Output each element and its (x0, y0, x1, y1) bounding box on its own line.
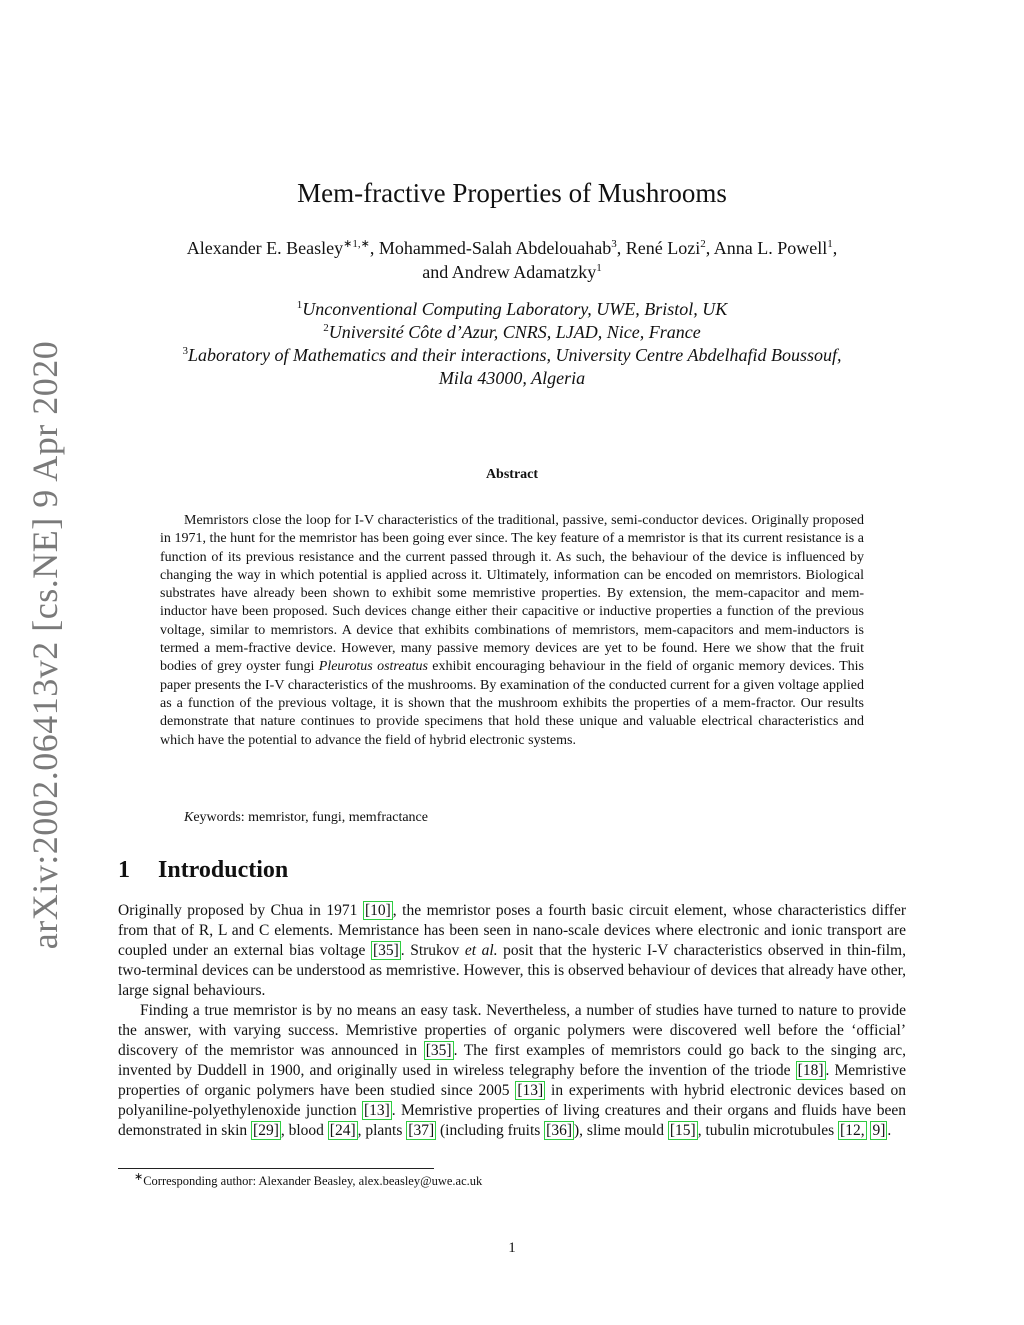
author-name: René Lozi (625, 238, 701, 258)
abstract-body: Memristors close the loop for I-V characteristics of the traditional, passive, semi-conductor devices. Originally proposed in 1971, the hunt for the memristor has been going ever since. The key feature of a memristor is that its current resistance is a function of its previous resistance and the current passed through it. As such, the behaviour of the device is influenced by changing the way in which potential is applied across it. Ultimately, information can be encoded on memristors. Biological substrates have already been shown to exhibit some memristive properties. By extension, the mem-capacitor and mem-inductor have been proposed. Such devices change either their capacitive or inductive properties a function of the previous voltage, similar to memristors. A device that exhibits combinations of memristors, mem-capacitors and mem-inductors is termed a mem-fractive device. However, many passive memory devices are yet to be found. Here we show that the fruit bodies of grey oyster fungi Pleurotus ostreatus exhibit encouraging behaviour in the field of organic memory devices. This paper presents the I-V characteristics of the mushrooms. By examination of the conducted current for a given voltage applied as a function of the previous voltage, it is shown that the mushroom exhibits the properties of a mem-fractor. Our results demonstrate that nature continues to provide specimens that hold these unique and valuable electrical characteristics and which have the potential to advance the field of hybrid electronic systems. (160, 513, 864, 748)
citation-link[interactable]: [35] (425, 1042, 452, 1059)
keywords: Keywords: memristor, fungi, memfractance (184, 810, 428, 825)
affiliation-line: $^3$Laboratory of Mathematics and their interactions, University Centre Abdelhafid Boussouf, (182, 345, 842, 365)
intro-paragraph-1: Originally proposed by Chua in 1971 [10] , the memristor poses a fourth basic circuit element, whose characteristics differ from that of R, L and C elements. Memristance has been seen in nano-scale devices where electronic and ionic transport are coupled under an external bias voltage [35] . Strukov et al. posit that the hysteric I-V characteristics observed in thin-film, two-terminal devices can be understood as memristive. However, this is observed behaviour of devices that already have other, large signal behaviours. (118, 902, 907, 999)
footnote: ∗Corresponding author: Alexander Beasley, alex.beasley@uwe.ac.uk (134, 1170, 483, 1188)
section-number: 1 (118, 857, 130, 883)
author-conjunction: and (422, 262, 449, 282)
page-number: 1 (508, 1240, 516, 1256)
citation-link[interactable]: [35] (372, 942, 399, 959)
author-superscript: 1 (596, 262, 602, 274)
citation-link[interactable]: [36] (546, 1122, 572, 1139)
citation-link[interactable]: 9] (872, 1122, 886, 1139)
author-name: Alexander E. Beasley (186, 238, 344, 258)
citation-link[interactable]: [15] (669, 1122, 696, 1139)
citation-link[interactable]: [13] (363, 1102, 390, 1119)
author-superscript: ∗1,∗ (343, 238, 370, 250)
arxiv-identifier: arXiv:2002.06413v2 [cs.NE] 9 Apr 2020 (25, 340, 66, 950)
author-superscript: 2 (700, 238, 706, 250)
author-list: Alexander E. Beasley$^{∗1,∗}$, Mohammed-Salah Abdelouahab$^3$, René Lozi$^2$, Anna L. Powell$^1$, and Andrew Adamatzky$^1$ (186, 238, 838, 282)
affiliation-line: $^1$Unconventional Computing Laboratory, UWE, Bristol, UK (296, 299, 728, 319)
paper-title: Mem-fractive Properties of Mushrooms (297, 178, 727, 208)
author-superscript: 1 (827, 238, 833, 250)
citation-link[interactable]: [12, (840, 1122, 865, 1139)
section-heading (118, 857, 288, 884)
section-title: Introduction (158, 857, 289, 883)
author-name: Mohammed-Salah Abdelouahab (378, 238, 612, 258)
affiliations (110, 298, 914, 390)
species-name: Pleurotus ostreatus (318, 659, 428, 675)
affiliation-line: Mila 43000, Algeria (438, 368, 586, 388)
author-name: Andrew Adamatzky (451, 262, 597, 282)
intro-paragraph-2: Finding a true memristor is by no means an easy task. Nevertheless, a number of studies have turned to nature to provide the answer, with varying success. Memristive properties of organic polymers were discovered well before the ‘official’ discovery of the memristor was announced in [35] . The first examples of memristors could go back to the singing arc, invented by Duddell in 1900, and originally used in wireless telegraphy before the invention of the triode [18] . Memristive properties of organic polymers have been studied since 2005 [13] in experiments with hybrid electronic devices based on polyaniline-polyethylenoxide junction [13] . Memristive properties of living creatures and their organs and fluids have been demonstrated in skin [29] , blood [24] , plants [37] (including fruits [36] ), slime mould [15] , tubulin microtubules [12, 9] . (118, 1002, 906, 1139)
author-superscript: 3 (611, 238, 617, 250)
affiliation-line: $^2$Université Côte d’Azur, CNRS, LJAD, Nice, France (323, 322, 701, 342)
citation-link[interactable]: [37] (408, 1122, 435, 1139)
citation-link[interactable]: [18] (797, 1062, 824, 1079)
arxiv-sidebar (20, 340, 70, 950)
citation-link[interactable]: [24] (329, 1122, 356, 1139)
citation-link[interactable]: [13] (517, 1082, 544, 1099)
footnote-divider (118, 1168, 434, 1169)
author-name: Anna L. Powell (713, 238, 828, 258)
citation-link[interactable]: [29] (253, 1122, 279, 1139)
citation-link[interactable]: [10] (364, 902, 391, 919)
abstract-heading: Abstract (485, 467, 539, 482)
